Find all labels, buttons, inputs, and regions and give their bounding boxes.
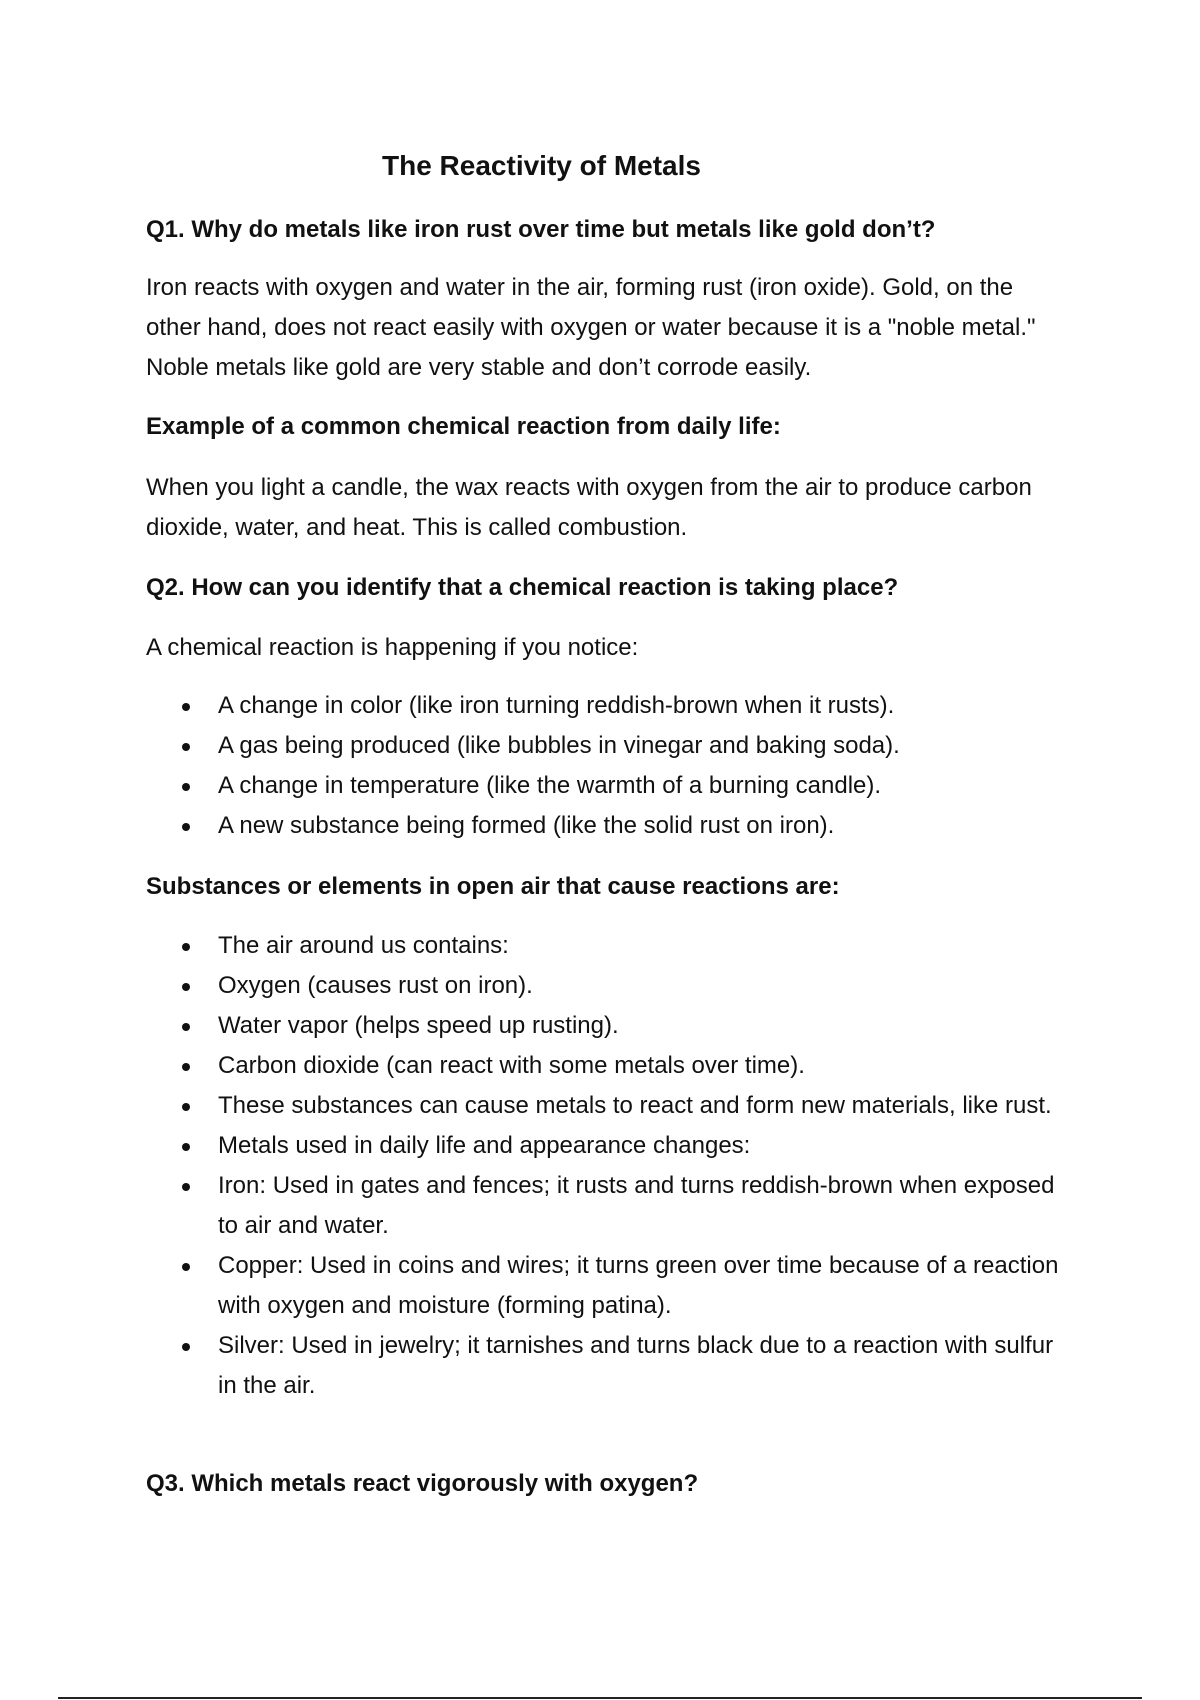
list-item xyxy=(146,1326,1066,1406)
bullet-icon xyxy=(182,1143,190,1151)
list-item xyxy=(146,806,1066,846)
q2-intro: A chemical reaction is happening if you notice: xyxy=(146,634,639,661)
list-item-text: Water vapor (helps speed up rusting). xyxy=(218,1012,619,1039)
list-item-text: A change in temperature (like the warmth of a burning candle). xyxy=(218,772,882,799)
q3-question: Q3. Which metals react vigorously with oxygen? xyxy=(146,1470,699,1497)
list-item xyxy=(146,1246,1066,1326)
substances-list xyxy=(146,926,1066,1406)
document-title: The Reactivity of Metals xyxy=(382,150,701,181)
list-item-text: A change in color (like iron turning reddish-brown when it rusts). xyxy=(218,692,895,719)
list-item-text: These substances can cause metals to react and form new materials, like rust. xyxy=(218,1092,1052,1119)
example-text: When you light a candle, the wax reacts with oxygen from the air to produce carbon dioxide, water, and heat. This is called combustion. xyxy=(146,474,1032,541)
bullet-icon xyxy=(182,743,190,751)
list-item xyxy=(146,966,1066,1006)
q1-question: Q1. Why do metals like iron rust over time but metals like gold don’t? xyxy=(146,216,936,243)
substances-heading: Substances or elements in open air that cause reactions are: xyxy=(146,873,840,900)
list-item-text: Metals used in daily life and appearance changes: xyxy=(218,1132,751,1159)
list-item-text: Oxygen (causes rust on iron). xyxy=(218,972,533,999)
example-heading: Example of a common chemical reaction from daily life: xyxy=(146,413,781,440)
footer-divider xyxy=(58,1697,1142,1699)
bullet-icon xyxy=(182,1103,190,1111)
bullet-icon xyxy=(182,823,190,831)
list-item xyxy=(146,926,1066,966)
list-item xyxy=(146,1006,1066,1046)
list-item-text: Iron: Used in gates and fences; it rusts and turns reddish-brown when exposed to air and water. xyxy=(218,1172,1055,1239)
bullet-icon xyxy=(182,1183,190,1191)
list-item-text: A new substance being formed (like the solid rust on iron). xyxy=(218,812,835,839)
list-item xyxy=(146,1166,1066,1246)
list-item-text: Carbon dioxide (can react with some metals over time). xyxy=(218,1052,805,1079)
bullet-icon xyxy=(182,783,190,791)
list-item xyxy=(146,1126,1066,1166)
bullet-icon xyxy=(182,983,190,991)
list-item-text: The air around us contains: xyxy=(218,932,509,959)
bullet-icon xyxy=(182,703,190,711)
list-item-text: A gas being produced (like bubbles in vinegar and baking soda). xyxy=(218,732,900,759)
bullet-icon xyxy=(182,1063,190,1071)
list-item xyxy=(146,1086,1066,1126)
bullet-icon xyxy=(182,1343,190,1351)
list-item-text: Silver: Used in jewelry; it tarnishes and turns black due to a reaction with sulfur in the air. xyxy=(218,1332,1054,1399)
list-item xyxy=(146,766,1066,806)
list-item xyxy=(146,1046,1066,1086)
q2-question: Q2. How can you identify that a chemical reaction is taking place? xyxy=(146,574,899,601)
bullet-icon xyxy=(182,943,190,951)
list-item-text: Copper: Used in coins and wires; it turns green over time because of a reaction with oxygen and moisture (forming patina). xyxy=(218,1252,1059,1319)
bullet-icon xyxy=(182,1023,190,1031)
bullet-icon xyxy=(182,1263,190,1271)
list-item xyxy=(146,686,1066,726)
reaction-signs-list xyxy=(146,686,1066,846)
list-item xyxy=(146,726,1066,766)
q1-answer: Iron reacts with oxygen and water in the air, forming rust (iron oxide). Gold, on the other hand, does not react easily with oxygen or water because it is a "noble metal." Noble metals like gold are very stable and don’t corrode easily. xyxy=(146,274,1036,381)
